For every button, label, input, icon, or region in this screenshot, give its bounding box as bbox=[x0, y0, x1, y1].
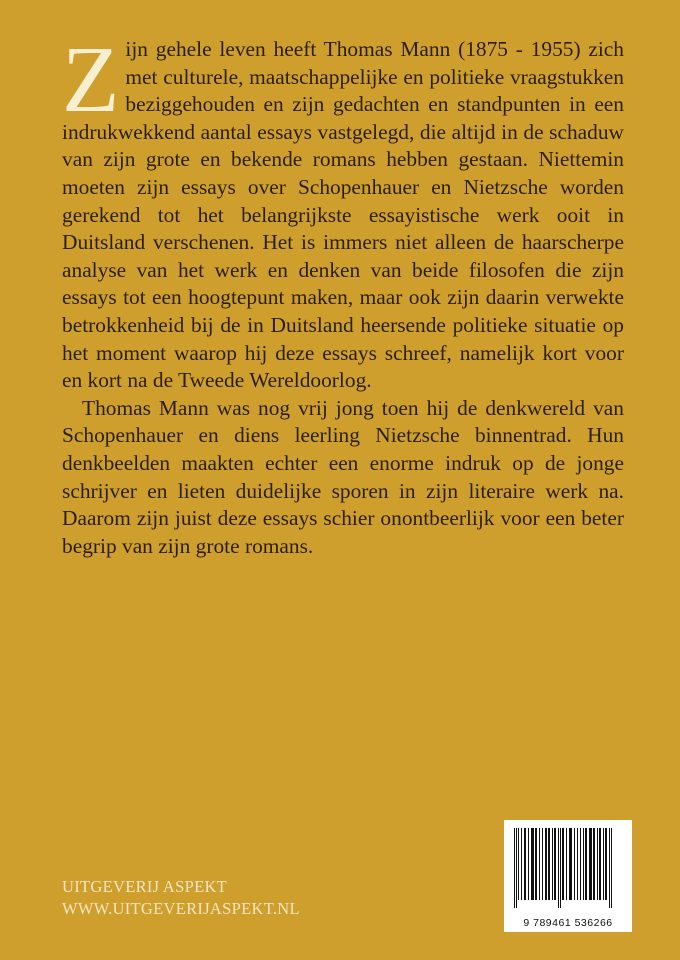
barcode-bar bbox=[542, 828, 543, 900]
barcode-bar bbox=[524, 828, 526, 900]
barcode-bar bbox=[569, 828, 572, 900]
barcode-bar bbox=[552, 828, 553, 900]
barcode-bar bbox=[593, 828, 595, 900]
barcode-bar bbox=[548, 828, 550, 900]
barcode-bar bbox=[585, 828, 587, 900]
barcode-bar bbox=[528, 828, 529, 900]
barcode-bar bbox=[599, 828, 601, 900]
barcode-bar bbox=[558, 828, 559, 908]
barcode-bar bbox=[609, 828, 610, 908]
blurb-paragraph-2: Thomas Mann was nog vrij jong toen hij de denkwereld van Schopenhauer en diens leerling Nietzsche binnentrad. Hun denkbeelden maakten echter een enorme indruk op de jonge schrijver en lieten duidelijke sporen in zijn literaire werk na. Daarom zijn juist deze essays schier onontbeerlijk voor een beter begrip van zijn grote romans. bbox=[62, 395, 624, 558]
barcode-bar bbox=[562, 828, 564, 900]
barcode-bars bbox=[512, 828, 624, 908]
publisher-name: UITGEVERIJ ASPEKT bbox=[62, 877, 228, 896]
blurb-paragraph-1-text: ijn gehele leven heeft Thomas Mann (1875 - 1955) zich met culturele, maatschappelijke en politieke vraagstukken beziggehouden en zijn gedachten en standpunten in een indrukwekkend aantal essays vastgelegd, die altijd in de schaduw van zijn grote en bekende romans hebben gestaan. Niettemin moeten zijn essays over Schopenhauer en Nietzsche worden gerekend tot het belangrijkste essayistische werk ooit in Duitsland verschenen. Het is immers niet alleen de haarscherpe analyse van het werk en denken van beide filosofen die zijn essays tot een hoogtepunt maken, maar ook zijn daarin verwekte betrokkenheid bij de in Duitsland heersende politieke situatie op het moment waarop hij deze essays schreef, namelijk kort voor en kort na de Tweede Wereldoorlog. bbox=[62, 37, 624, 393]
barcode-bar bbox=[514, 828, 515, 908]
barcode-bar bbox=[577, 828, 578, 900]
barcode-bar bbox=[539, 828, 540, 900]
barcode-bar bbox=[521, 828, 522, 900]
isbn-number: 9 789461 536266 bbox=[523, 917, 613, 929]
barcode-bar bbox=[603, 828, 604, 900]
barcode-bar bbox=[589, 828, 592, 900]
drop-cap-letter: Z bbox=[62, 28, 120, 132]
barcode-bar bbox=[560, 828, 561, 908]
barcode-bar bbox=[545, 828, 547, 900]
barcode-bar bbox=[574, 828, 575, 900]
barcode-bar bbox=[597, 828, 598, 900]
barcode-bar bbox=[605, 828, 607, 900]
barcode-bar bbox=[535, 828, 537, 900]
isbn-barcode bbox=[504, 820, 632, 932]
blurb-text bbox=[62, 28, 624, 560]
barcode-bar bbox=[516, 828, 517, 908]
barcode-bar bbox=[580, 828, 581, 900]
barcode-bar bbox=[518, 828, 519, 900]
blurb-paragraph-1 bbox=[62, 28, 624, 395]
barcode-bar bbox=[531, 828, 534, 900]
barcode-bar bbox=[611, 828, 612, 908]
barcode-bar bbox=[583, 828, 584, 900]
publisher-website: WWW.UITGEVERIJASPEKT.NL bbox=[62, 899, 300, 918]
barcode-bar bbox=[566, 828, 567, 900]
barcode-bar bbox=[554, 828, 556, 900]
publisher-block bbox=[62, 876, 300, 920]
